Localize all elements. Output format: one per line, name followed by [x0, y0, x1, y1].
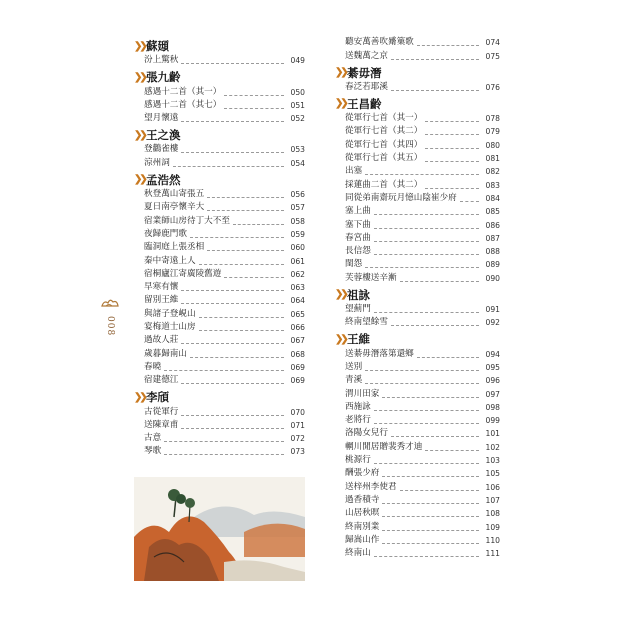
page-ref: 097 [485, 389, 500, 399]
page-ref: 066 [290, 323, 305, 333]
page-ref: 079 [485, 127, 500, 137]
page-ref: 071 [290, 420, 305, 430]
toc-entry[interactable] [335, 303, 500, 316]
toc-entry[interactable] [335, 258, 500, 271]
toc-entry[interactable] [134, 281, 305, 294]
author-name: 李頎 [146, 390, 169, 405]
section-marker-icon: ❯❯ [335, 289, 346, 301]
leader-dots [425, 148, 479, 149]
poem-title: 早寒有懷 [144, 282, 179, 293]
author-heading [134, 172, 305, 188]
poem-title: 望月懷遠 [144, 113, 179, 124]
toc-entry[interactable] [335, 218, 500, 231]
leader-dots [365, 174, 479, 175]
leader-dots [365, 370, 479, 371]
page-ref: 101 [485, 429, 500, 439]
page-ref: 091 [485, 305, 500, 315]
poem-title: 終南山 [345, 548, 371, 559]
poem-title: 望薊門 [345, 304, 371, 315]
toc-entry[interactable] [335, 507, 500, 520]
poem-title: 春泛若耶溪 [345, 81, 388, 92]
toc-entry[interactable] [134, 85, 305, 98]
folio [100, 295, 120, 336]
poem-title: 輞川閒居贈裴秀才迪 [345, 441, 423, 452]
toc-entry[interactable] [335, 401, 500, 414]
leader-dots [164, 370, 284, 371]
poem-title: 留別王維 [144, 295, 179, 306]
page-ref: 050 [290, 87, 305, 97]
leader-dots [391, 59, 479, 60]
poem-title: 從軍行七首（其二） [345, 126, 423, 137]
toc-entry[interactable] [335, 271, 500, 284]
page-ref: 102 [485, 442, 500, 452]
section-marker-icon: ❯❯ [335, 333, 346, 345]
poem-title: 送魏萬之京 [345, 50, 388, 61]
page-ref: 052 [290, 114, 305, 124]
toc-entry[interactable] [335, 245, 500, 258]
toc-entry[interactable] [335, 112, 500, 125]
poem-title: 送綦毋潛落第還鄉 [345, 348, 414, 359]
page-ref: 075 [485, 51, 500, 61]
toc-entry[interactable] [134, 188, 305, 201]
author-name: 張九齡 [146, 70, 181, 85]
toc-entry[interactable] [335, 49, 500, 62]
toc-entry[interactable] [335, 480, 500, 493]
page-ref: 103 [485, 456, 500, 466]
poem-title: 渭川田家 [345, 388, 380, 399]
leader-dots [400, 281, 479, 282]
page-number: 008 [105, 316, 115, 337]
toc-entry[interactable] [335, 125, 500, 138]
poem-title: 過香積寺 [345, 494, 380, 505]
author-name: 王之渙 [146, 128, 181, 143]
poem-title: 從軍行七首（其五） [345, 153, 423, 164]
poem-title: 與諸子登峴山 [144, 308, 196, 319]
poem-title: 西施詠 [345, 401, 371, 412]
page-ref: 105 [485, 469, 500, 479]
poem-title: 春曉 [144, 361, 162, 372]
toc-entry[interactable] [134, 294, 305, 307]
author-heading [335, 287, 500, 303]
toc-entry[interactable] [335, 534, 500, 547]
leader-dots [181, 383, 284, 384]
poem-title: 塞下曲 [345, 219, 371, 230]
toc-entry[interactable] [335, 347, 500, 360]
leader-dots [417, 357, 479, 358]
leader-dots [190, 357, 284, 358]
page-ref: 051 [290, 100, 305, 110]
page-ref: 063 [290, 283, 305, 293]
page-ref: 096 [485, 376, 500, 386]
page-ref: 074 [485, 38, 500, 48]
landscape-painting [134, 477, 305, 581]
poem-title: 長信怨 [345, 246, 371, 257]
page-ref: 073 [290, 447, 305, 457]
poem-title: 同從弟南齋玩月憶山陰崔少府 [345, 192, 457, 203]
leader-dots [374, 241, 479, 242]
author-heading [134, 69, 305, 85]
section-marker-icon: ❯❯ [335, 67, 346, 79]
page-ref: 089 [485, 260, 500, 270]
cloud-ornament-icon [100, 296, 120, 310]
leader-dots [425, 188, 479, 189]
leader-dots [374, 556, 479, 557]
leader-dots [199, 330, 284, 331]
leader-dots [425, 161, 479, 162]
leader-dots [382, 476, 479, 477]
poem-title: 古從軍行 [144, 406, 179, 417]
toc-entry[interactable] [134, 156, 305, 169]
page-ref: 062 [290, 269, 305, 279]
leader-dots [164, 454, 284, 455]
poem-title: 青溪 [345, 375, 363, 386]
toc-entry[interactable] [134, 432, 305, 445]
author-name: 綦毋潛 [347, 65, 382, 80]
page-ref: 054 [290, 158, 305, 168]
toc-entry[interactable] [335, 520, 500, 533]
toc-entry[interactable] [335, 152, 500, 165]
page-ref: 106 [485, 482, 500, 492]
author-name: 蘇頲 [146, 39, 169, 53]
page-ref: 065 [290, 309, 305, 319]
poem-title: 酬張少府 [345, 468, 380, 479]
page-ref: 110 [485, 535, 500, 545]
toc-entry[interactable] [134, 307, 305, 320]
poem-title: 宿桐廬江寄廣陵舊遊 [144, 268, 222, 279]
leader-dots [233, 224, 284, 225]
leader-dots [425, 450, 479, 451]
toc-entry[interactable] [335, 192, 500, 205]
poem-title: 感遇十二首（其七） [144, 99, 222, 110]
toc-entry[interactable] [134, 321, 305, 334]
leader-dots [181, 152, 284, 153]
poem-title: 終南別業 [345, 521, 380, 532]
leader-dots [181, 415, 284, 416]
leader-dots [374, 312, 479, 313]
toc-entry[interactable] [335, 440, 500, 453]
page-ref: 088 [485, 247, 500, 257]
toc-entry[interactable] [335, 467, 500, 480]
leader-dots [400, 490, 479, 491]
poem-title: 臨洞庭上張丞相 [144, 242, 205, 253]
leader-dots [391, 325, 479, 326]
toc-entry[interactable] [134, 405, 305, 418]
poem-title: 老將行 [345, 415, 371, 426]
leader-dots [181, 121, 284, 122]
poem-title: 閨怨 [345, 259, 363, 270]
page-ref: 090 [485, 273, 500, 283]
author-heading [134, 38, 305, 54]
toc-entry[interactable] [134, 254, 305, 267]
toc-entry[interactable] [335, 414, 500, 427]
leader-dots [190, 237, 284, 238]
page-ref: 084 [485, 193, 500, 203]
poem-title: 感遇十二首（其一） [144, 86, 222, 97]
poem-title: 古意 [144, 433, 162, 444]
poem-title: 芙蓉樓送辛漸 [345, 272, 397, 283]
toc-entry[interactable] [335, 178, 500, 191]
toc-entry[interactable] [335, 316, 500, 329]
toc-entry[interactable] [134, 361, 305, 374]
leader-dots [164, 441, 284, 442]
page-ref: 069 [290, 376, 305, 386]
leader-dots [173, 166, 284, 167]
page-ref: 098 [485, 402, 500, 412]
poem-title: 送別 [345, 361, 363, 372]
page-ref: 086 [485, 220, 500, 230]
page-ref: 107 [485, 495, 500, 505]
toc-entry[interactable] [134, 347, 305, 360]
toc-entry[interactable] [335, 387, 500, 400]
page-ref: 049 [290, 56, 305, 66]
poem-title: 桃源行 [345, 455, 371, 466]
author-name: 王昌齡 [347, 96, 382, 111]
leader-dots [374, 463, 479, 464]
page-ref: 108 [485, 509, 500, 519]
toc-entry[interactable] [335, 138, 500, 151]
page-ref: 070 [290, 407, 305, 417]
poem-title: 夜歸鹿門歌 [144, 228, 187, 239]
leader-dots [207, 197, 284, 198]
section-marker-icon: ❯❯ [134, 40, 145, 52]
toc-entry[interactable] [335, 494, 500, 507]
leader-dots [207, 210, 284, 211]
page-ref: 057 [290, 203, 305, 213]
author-heading [134, 127, 305, 143]
page-ref: 069 [290, 362, 305, 372]
author-heading [335, 96, 500, 112]
leader-dots [417, 45, 479, 46]
page-ref: 083 [485, 180, 500, 190]
page-ref: 060 [290, 243, 305, 253]
toc-entry[interactable] [335, 374, 500, 387]
leader-dots [382, 543, 479, 544]
poem-title: 送陳章甫 [144, 419, 179, 430]
page-ref: 059 [290, 229, 305, 239]
poem-title: 歸嵩山作 [345, 534, 380, 545]
poem-title: 宿建德江 [144, 375, 179, 386]
leader-dots [199, 317, 284, 318]
poem-title: 過故人莊 [144, 335, 179, 346]
author-heading [335, 65, 500, 81]
poem-title: 送梓州李使君 [345, 481, 397, 492]
page-ref: 082 [485, 167, 500, 177]
leader-dots [374, 410, 479, 411]
page-ref: 080 [485, 140, 500, 150]
toc-entry[interactable] [335, 36, 500, 49]
leader-dots [382, 397, 479, 398]
leader-dots [224, 108, 284, 109]
poem-title: 塞上曲 [345, 206, 371, 217]
toc-entry[interactable] [134, 143, 305, 156]
author-name: 王維 [347, 332, 370, 347]
toc-entry[interactable] [134, 241, 305, 254]
toc-entry[interactable] [134, 112, 305, 125]
poem-title: 採蓮曲二首（其二） [345, 179, 423, 190]
author-heading [134, 389, 305, 405]
section-marker-icon: ❯❯ [134, 391, 145, 403]
poem-title: 宿業師山房待丁大不至 [144, 215, 230, 226]
poem-title: 汾上驚秋 [144, 55, 179, 66]
leader-dots [374, 214, 479, 215]
section-marker-icon: ❯❯ [134, 129, 145, 141]
poem-title: 宴梅道士山房 [144, 322, 196, 333]
toc-entry[interactable] [134, 201, 305, 214]
leader-dots [382, 530, 479, 531]
section-marker-icon: ❯❯ [134, 174, 145, 186]
poem-title: 琴歌 [144, 446, 162, 457]
leader-dots [365, 267, 479, 268]
leader-dots [224, 95, 284, 96]
page-ref: 067 [290, 336, 305, 346]
poem-title: 秦中寄遠上人 [144, 255, 196, 266]
toc-right-column [335, 36, 500, 560]
page-ref: 081 [485, 154, 500, 164]
poem-title: 山居秋暝 [345, 508, 380, 519]
page-ref: 058 [290, 216, 305, 226]
toc-entry[interactable] [134, 419, 305, 432]
leader-dots [181, 343, 284, 344]
toc-entry[interactable] [335, 165, 500, 178]
poem-title: 出塞 [345, 166, 363, 177]
page-ref: 078 [485, 114, 500, 124]
page-ref: 095 [485, 362, 500, 372]
section-marker-icon: ❯❯ [134, 71, 145, 83]
author-name: 祖詠 [347, 287, 370, 302]
leader-dots [199, 264, 284, 265]
toc-entry[interactable] [134, 54, 305, 67]
leader-dots [391, 436, 479, 437]
leader-dots [391, 90, 479, 91]
toc-entry[interactable] [134, 334, 305, 347]
poem-title: 秋登萬山寄張五 [144, 189, 205, 200]
toc-entry[interactable] [335, 547, 500, 560]
leader-dots [365, 383, 479, 384]
toc-entry[interactable] [134, 214, 305, 227]
toc-entry[interactable] [335, 81, 500, 94]
toc-left-column [134, 36, 305, 458]
page-ref: 099 [485, 416, 500, 426]
toc-entry[interactable] [134, 268, 305, 281]
leader-dots [181, 303, 284, 304]
leader-dots [181, 63, 284, 64]
page-ref: 061 [290, 256, 305, 266]
section-marker-icon: ❯❯ [335, 98, 346, 110]
page-ref: 111 [485, 549, 500, 559]
page-ref: 068 [290, 349, 305, 359]
leader-dots [425, 134, 479, 135]
page-ref: 092 [485, 318, 500, 328]
leader-dots [374, 423, 479, 424]
page-ref: 094 [485, 349, 500, 359]
poem-title: 登鸛雀樓 [144, 144, 179, 155]
poem-title: 終南望餘雪 [345, 317, 388, 328]
leader-dots [374, 254, 479, 255]
page-ref: 085 [485, 207, 500, 217]
toc-entry[interactable] [134, 445, 305, 458]
page-ref: 064 [290, 296, 305, 306]
poem-title: 夏日南亭懷辛大 [144, 202, 205, 213]
toc-entry[interactable] [335, 205, 500, 218]
leader-dots [224, 277, 284, 278]
page-ref: 053 [290, 145, 305, 155]
poem-title: 從軍行七首（其四） [345, 139, 423, 150]
page-ref: 056 [290, 190, 305, 200]
leader-dots [207, 250, 284, 251]
page-ref: 109 [485, 522, 500, 532]
leader-dots [181, 290, 284, 291]
poem-title: 洛陽女兒行 [345, 428, 388, 439]
toc-entry[interactable] [134, 374, 305, 387]
leader-dots [181, 428, 284, 429]
toc-entry[interactable] [335, 454, 500, 467]
leader-dots [382, 516, 479, 517]
leader-dots [425, 121, 479, 122]
page-ref: 076 [485, 82, 500, 92]
poem-title: 涼州詞 [144, 157, 170, 168]
leader-dots [374, 228, 479, 229]
toc-entry[interactable] [134, 228, 305, 241]
poem-title: 聽安萬善吹觱篥歌 [345, 37, 414, 48]
leader-dots [460, 201, 479, 202]
page-ref: 072 [290, 434, 305, 444]
page-ref: 087 [485, 233, 500, 243]
toc-entry[interactable] [335, 232, 500, 245]
poem-title: 從軍行七首（其一） [345, 113, 423, 124]
author-name: 孟浩然 [146, 172, 181, 187]
leader-dots [382, 503, 479, 504]
author-heading [335, 331, 500, 347]
toc-entry[interactable] [134, 99, 305, 112]
toc-entry[interactable] [335, 361, 500, 374]
toc-entry[interactable] [335, 427, 500, 440]
poem-title: 春宮曲 [345, 232, 371, 243]
poem-title: 歲暮歸南山 [144, 348, 187, 359]
